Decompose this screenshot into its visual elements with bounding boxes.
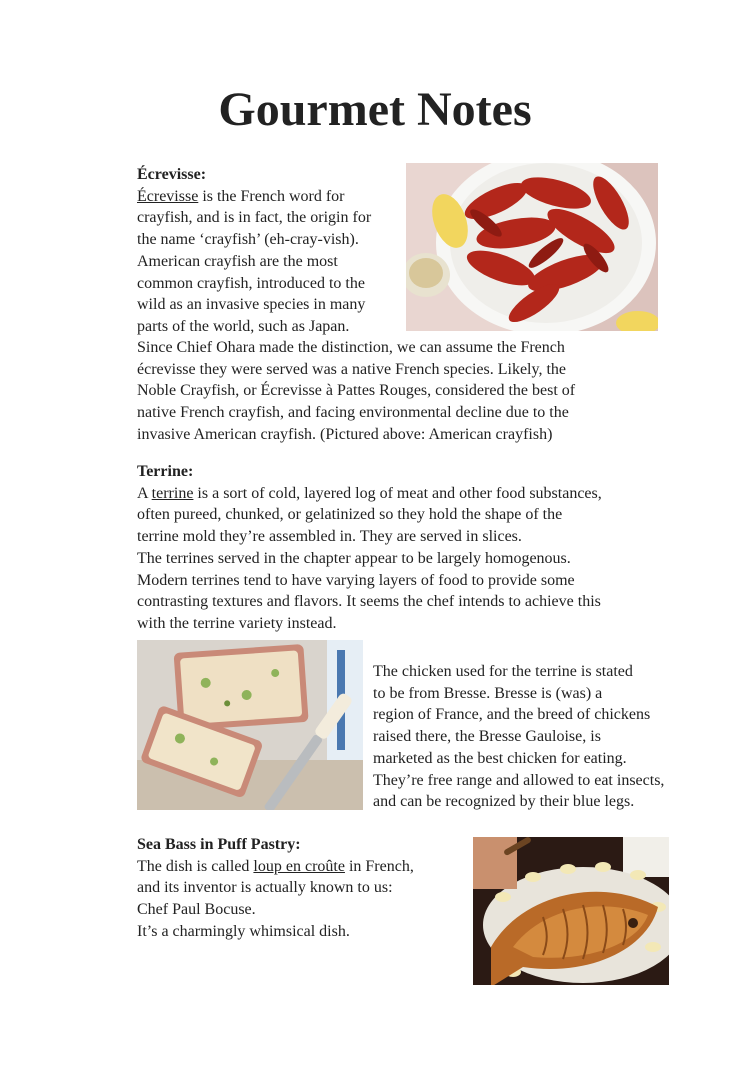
ecrevisse-body (137, 337, 697, 446)
chicken-note (373, 661, 703, 813)
crayfish-photo (406, 163, 658, 331)
terrine-heading: Terrine: (137, 463, 194, 480)
terrine-line: terrine mold they’re assembled in. They are served in slices. (137, 528, 522, 546)
chicken-line: and can be recognized by their blue legs. (373, 793, 635, 811)
seabass-line-1: The dish is called loup en croûte in French, (137, 857, 414, 875)
chicken-line: The chicken used for the terrine is stated (373, 663, 633, 680)
terrine-line: with the terrine variety instead. (137, 614, 337, 632)
chicken-line: marketed as the best chicken for eating. (373, 749, 627, 767)
terrine-line: Modern terrines tend to have varying layers of food to provide some (137, 571, 575, 589)
ecrevisse-heading: Écrevisse: (137, 166, 207, 183)
ecrevisse-line: American crayfish are the most (137, 252, 338, 270)
terrine-line-1: A terrine is a sort of cold, layered log of meat and other food substances, (137, 484, 602, 502)
chicken-line: region of France, and the breed of chickens (373, 706, 651, 724)
chicken-line: raised there, the Bresse Gauloise, is (373, 728, 601, 746)
ecrevisse-body-line: écrevisse they were served was a native French species. Likely, the (137, 360, 567, 378)
ecrevisse-body-line: Since Chief Ohara made the distinction, we can assume the French (137, 339, 565, 356)
ecrevisse-body-line: native French crayfish, and facing environmental decline due to the (137, 404, 569, 422)
ecrevisse-line: parts of the world, such as Japan. (137, 317, 350, 335)
seabass-heading: Sea Bass in Puff Pastry: (137, 836, 301, 853)
ecrevisse-line: common crayfish, introduced to the (137, 274, 365, 292)
seabass-line: Chef Paul Bocuse. (137, 901, 256, 919)
chicken-line: They’re free range and allowed to eat insects, (373, 771, 665, 789)
terrine-link[interactable]: terrine (151, 484, 194, 502)
seabass-line: It’s a charmingly whimsical dish. (137, 922, 350, 940)
ecrevisse-link[interactable]: Écrevisse (137, 187, 199, 205)
terrine-photo (137, 640, 363, 810)
ecrevisse-body-line: invasive American crayfish. (Pictured above: American crayfish) (137, 425, 553, 443)
terrine-section (137, 461, 727, 635)
chicken-line: to be from Bresse. Bresse is (was) a (373, 684, 603, 702)
ecrevisse-line: the name ‘crayfish’ (eh-cray-vish). (137, 231, 359, 249)
ecrevisse-line: wild as an invasive species in many (137, 296, 366, 314)
seabass-section (137, 834, 467, 943)
sea-bass-photo (473, 837, 669, 985)
terrine-line: often pureed, chunked, or gelatinized so they hold the shape of the (137, 506, 563, 524)
terrine-line: contrasting textures and flavors. It seems the chef intends to achieve this (137, 593, 601, 611)
ecrevisse-lead (137, 164, 407, 338)
terrine-line: The terrines served in the chapter appear to be largely homogenous. (137, 549, 571, 567)
page-title: Gourmet Notes (218, 83, 532, 136)
ecrevisse-line: crayfish, and is in fact, the origin for (137, 209, 372, 227)
ecrevisse-line-1: Écrevisse is the French word for (137, 187, 345, 205)
ecrevisse-body-line: Noble Crayfish, or Écrevisse à Pattes Rouges, considered the best of (137, 382, 576, 400)
seabass-line: and its inventor is actually known to us: (137, 879, 393, 897)
loup-en-croute-link[interactable]: loup en croûte (253, 857, 345, 875)
